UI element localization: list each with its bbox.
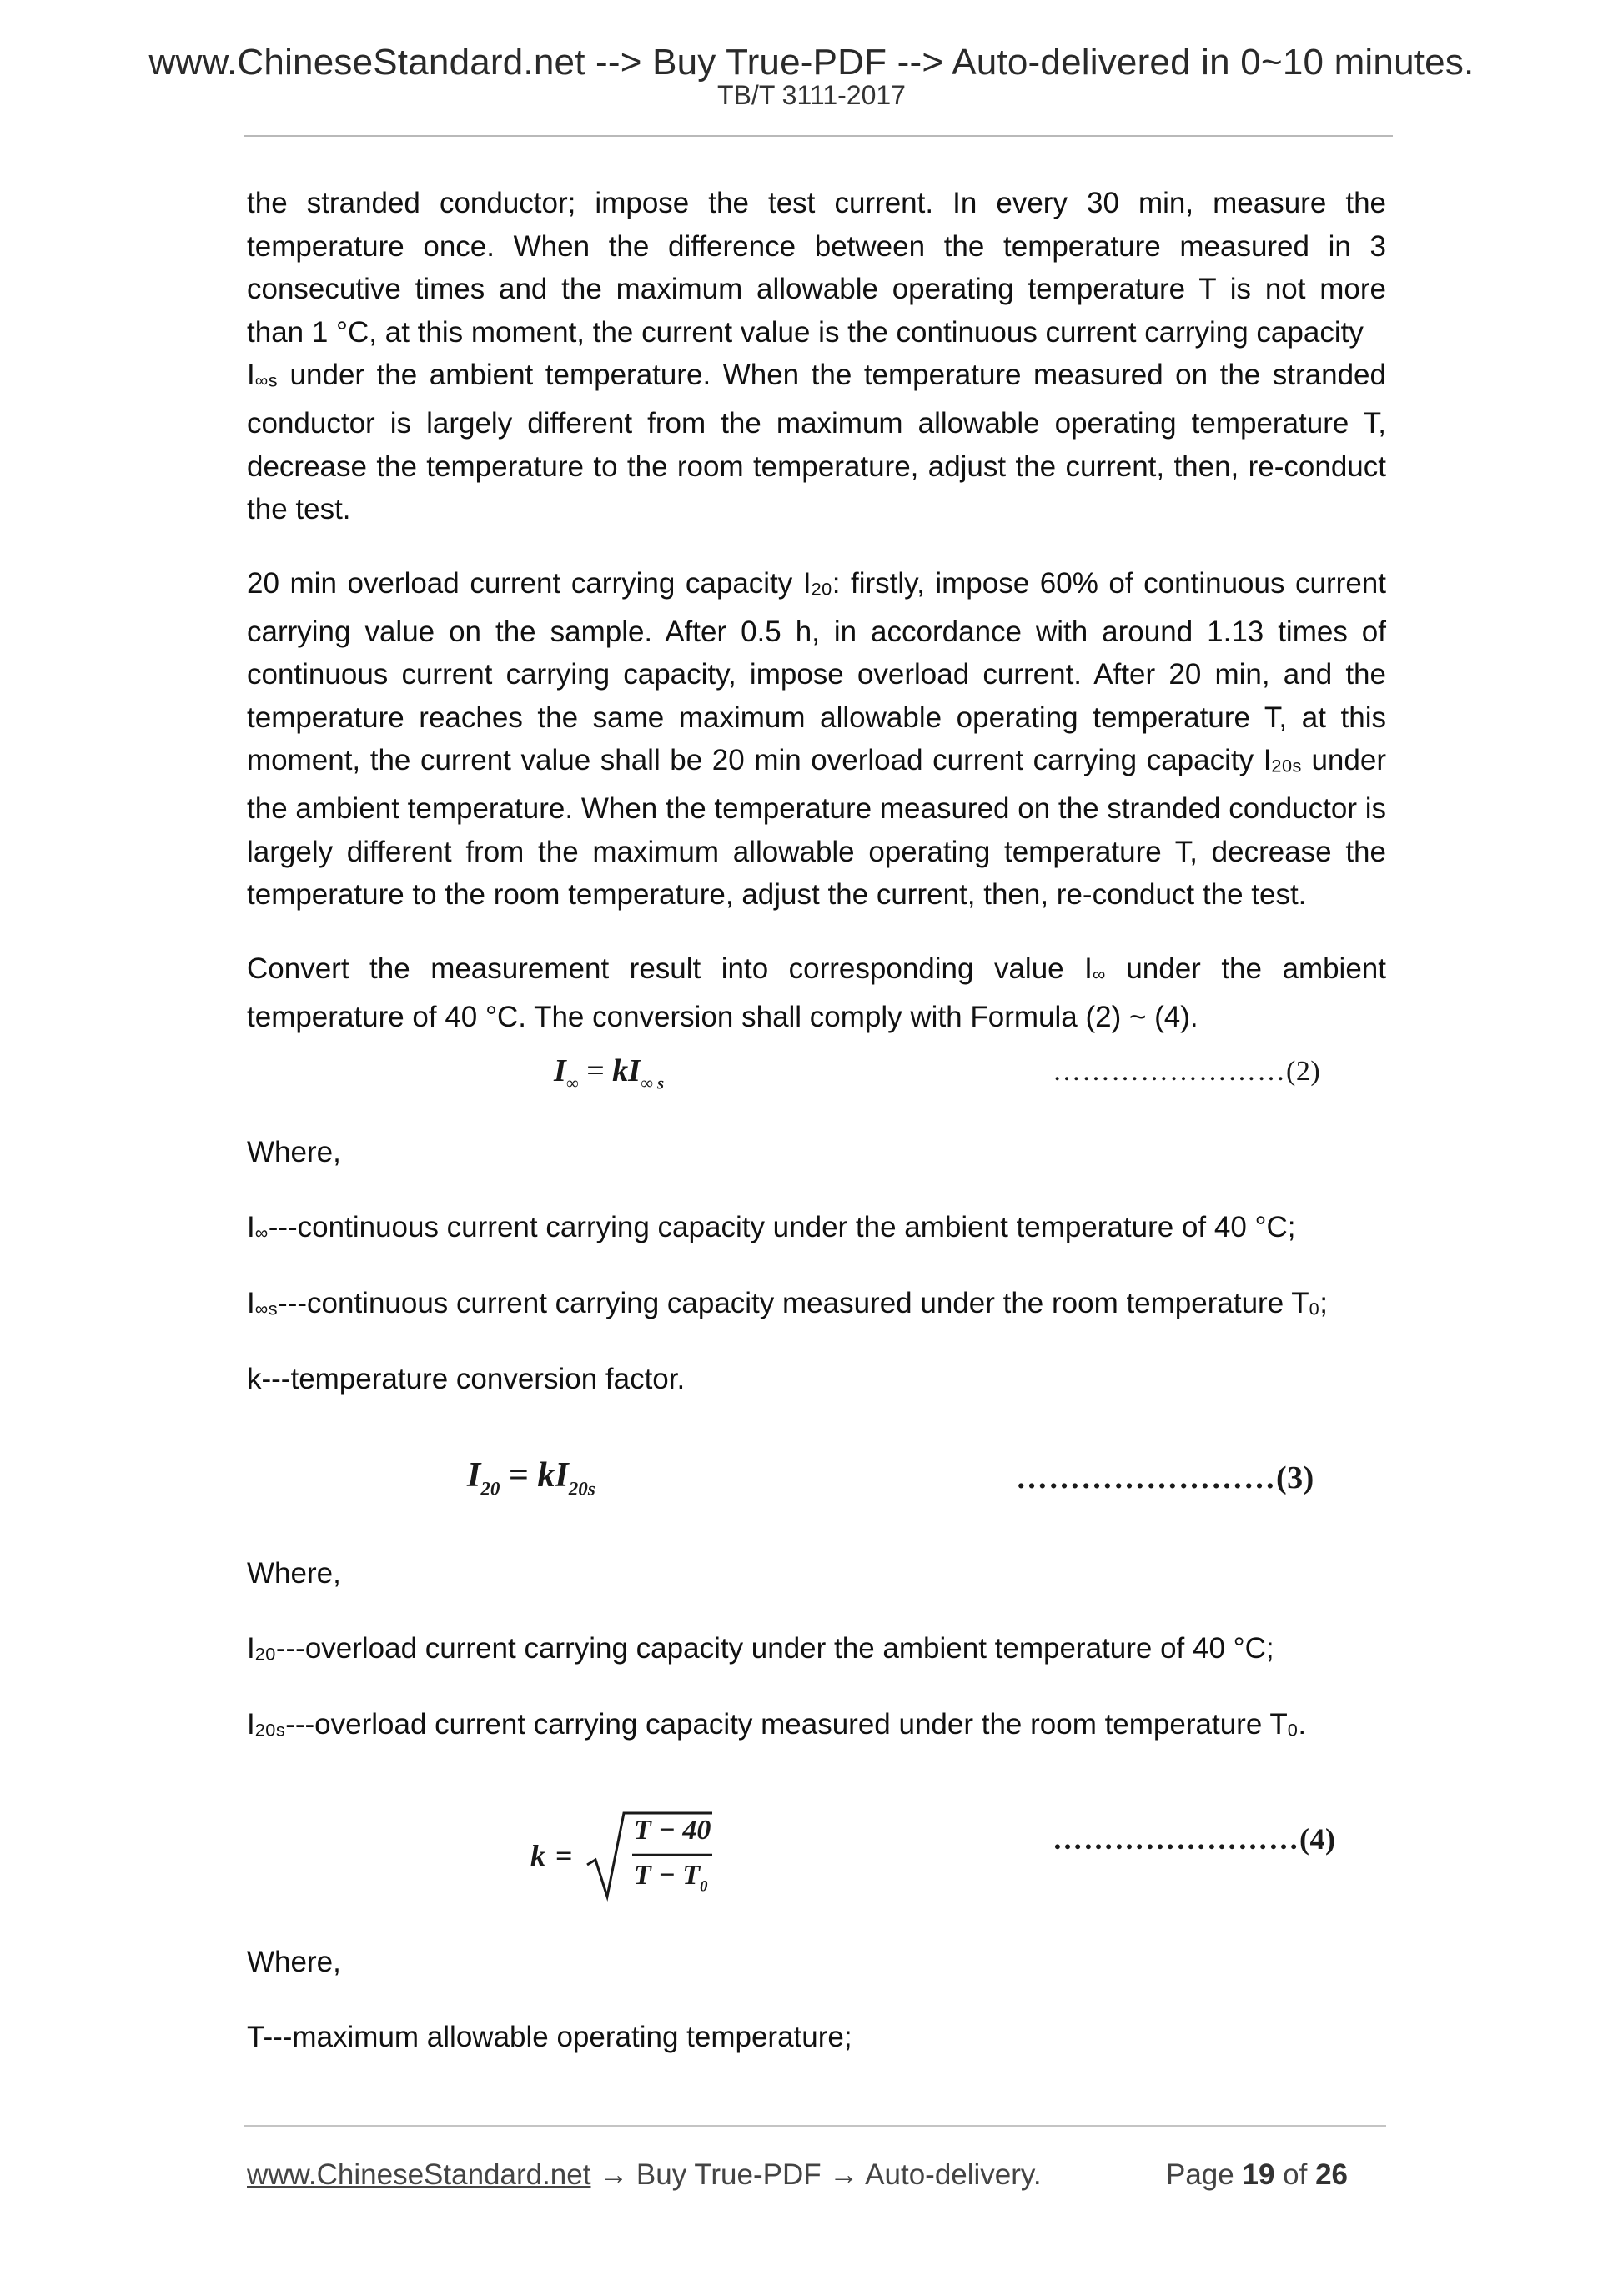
- subscript-inf-s: ∞s: [254, 369, 279, 391]
- formula-3-lhs-sub: 20: [480, 1477, 500, 1500]
- formula-4-lhs: k: [530, 1839, 545, 1872]
- formula-3-lhs: I: [467, 1456, 481, 1495]
- definition-i-inf-s-text: ---continuous current carrying capacity measured under the room temperature T: [278, 1287, 1309, 1319]
- definition-t: T---maximum allowable operating temperature;: [247, 2021, 852, 2053]
- formula-2-lhs-sub: ∞: [565, 1073, 579, 1093]
- formula-4-leader: ……………………: [1053, 1822, 1299, 1856]
- formula-2-lhs: I: [554, 1053, 566, 1088]
- formula-2-number: [1053, 1056, 1320, 1088]
- formula-4-label: (4): [1299, 1822, 1336, 1856]
- paragraph-1-text: the stranded conductor; impose the test current. In every 30 min, measure the temperature once. When the difference between the temperature measured in 3 consecutive times and the maximum allowable operating temperature T is not more than 1 °C, at this moment, the current value is the continuous current carrying capacity: [247, 187, 1386, 349]
- formula-4-number: [1053, 1821, 1335, 1856]
- definition-i-inf: [247, 1209, 1296, 1252]
- definition-i-20s-symbol: I: [247, 1708, 255, 1741]
- formula-4-denominator-sub: 0: [700, 1877, 708, 1896]
- definition-i-20-subscript: 20: [254, 1643, 276, 1665]
- formula-4: [530, 1810, 731, 1902]
- paragraph-2-start: 20 min overload current carrying capacity I: [247, 566, 812, 600]
- formula-3-rhs: kI: [537, 1456, 569, 1495]
- subscript-inf: ∞: [1092, 963, 1106, 985]
- definition-i-20-text: ---overload current carrying capacity under the ambient temperature of 40 °C;: [275, 1632, 1274, 1665]
- formula-2-equals: =: [578, 1053, 613, 1088]
- subscript-20s: 20s: [1271, 755, 1302, 776]
- formula-2-rhs-sub: ∞ s: [640, 1073, 665, 1093]
- paragraph-3-start: Convert the measurement result into corresponding value I: [247, 952, 1093, 985]
- body-text: [247, 182, 1386, 1038]
- subscript-20: 20: [811, 578, 832, 600]
- formula-2-label: (2): [1286, 1056, 1321, 1087]
- paragraph-2-end: under the ambient temperature. When the temperature measured on the stranded conductor is largely different from the maximum allowable operating temperature T, decrease the temperature to the room temperature, adjust the current, then, re-conduct the test.: [247, 744, 1386, 912]
- paragraph-overload-capacity: [247, 562, 1386, 917]
- paragraph-3-end: under the ambient temperature of 40 °C. The conversion shall comply with Formula (2) ~ (4).: [247, 952, 1386, 1033]
- paragraph-2-mid: : firstly, impose 60% of continuous current carrying value on the sample. After 0.5 h, in accordance with around 1.13 times of continuous current carrying capacity, impose overload current. After 20 min, and the temperature reaches the same maximum allowable operating temperature T, at this moment, the current value shall be 20 min overload current carrying capacity I: [247, 566, 1386, 777]
- paragraph-conversion: [247, 947, 1386, 1039]
- formula-4-equals: =: [555, 1839, 573, 1872]
- formula-2-rhs: kI: [612, 1053, 641, 1088]
- definition-i-inf-symbol: I: [247, 1211, 255, 1243]
- footer-page-indicator: [1166, 2158, 1348, 2192]
- page-of-label: of: [1283, 2158, 1308, 2191]
- definition-i-inf-s-symbol: I: [247, 1287, 255, 1319]
- definition-t0-subscript: 0: [1309, 1298, 1320, 1319]
- definition-i-inf-s-end: ;: [1319, 1287, 1328, 1319]
- where-label-3: Where,: [247, 1946, 341, 1978]
- formula-3: [467, 1455, 595, 1500]
- formula-3-number: [1016, 1459, 1314, 1496]
- page-label: Page: [1166, 2158, 1234, 2191]
- definition-i-inf-subscript: ∞: [254, 1222, 269, 1243]
- paragraph-1-end: under the ambient temperature. When the temperature measured on the stranded conductor is largely different from the maximum allowable operating temperature T, decrease the temperature to the room temperature, adjust the current, then, re-conduct the test.: [247, 359, 1386, 526]
- definition-i-inf-text: ---continuous current carrying capacity under the ambient temperature of 40 °C;: [268, 1211, 1296, 1243]
- page-total: 26: [1315, 2158, 1349, 2191]
- where-label-2: Where,: [247, 1557, 341, 1590]
- formula-3-label: (3): [1276, 1460, 1314, 1495]
- header-banner: www.ChineseStandard.net --> Buy True-PDF --> Auto-delivered in 0~10 minutes.: [148, 42, 1475, 83]
- definition-i-inf-s: [247, 1285, 1328, 1328]
- footer-divider: [244, 2125, 1386, 2127]
- formula-3-leader: ……………………: [1016, 1460, 1276, 1495]
- footer-site-link[interactable]: www.ChineseStandard.net: [247, 2158, 591, 2191]
- definition-k: k---temperature conversion factor.: [247, 1363, 686, 1395]
- definition-i-20s-subscript: 20s: [254, 1719, 286, 1741]
- definition-i-20s: [247, 1706, 1306, 1749]
- definition-i-20s-text: ---overload current carrying capacity measured under the room temperature T: [285, 1708, 1288, 1741]
- definition-i-inf-s-subscript: ∞s: [254, 1298, 279, 1319]
- definition-i-20s-end: .: [1298, 1708, 1307, 1741]
- formula-4-numerator: T − 40: [634, 1815, 711, 1846]
- formula-4-denominator: [634, 1860, 707, 1896]
- formula-2-leader: ……………………: [1053, 1056, 1286, 1087]
- footer-left: [247, 2158, 1042, 2192]
- formula-2: [554, 1053, 664, 1093]
- symbol-i-inf-s: I: [247, 359, 255, 391]
- where-label-1: Where,: [247, 1136, 341, 1168]
- definition-i-20: [247, 1630, 1274, 1673]
- formula-4-denominator-text: T − T: [634, 1860, 701, 1891]
- formula-3-rhs-sub: 20s: [568, 1477, 595, 1500]
- definition-i-20-symbol: I: [247, 1632, 255, 1665]
- paragraph-continuous-capacity: [247, 182, 1386, 531]
- document-code: TB/T 3111-2017: [717, 80, 906, 110]
- header-divider: [244, 135, 1393, 137]
- formula-3-equals: =: [500, 1456, 538, 1495]
- page-current: 19: [1242, 2158, 1275, 2191]
- footer-buy-text: → Buy True-PDF → Auto-delivery.: [590, 2158, 1042, 2191]
- definition-t0-subscript-2: 0: [1287, 1719, 1299, 1741]
